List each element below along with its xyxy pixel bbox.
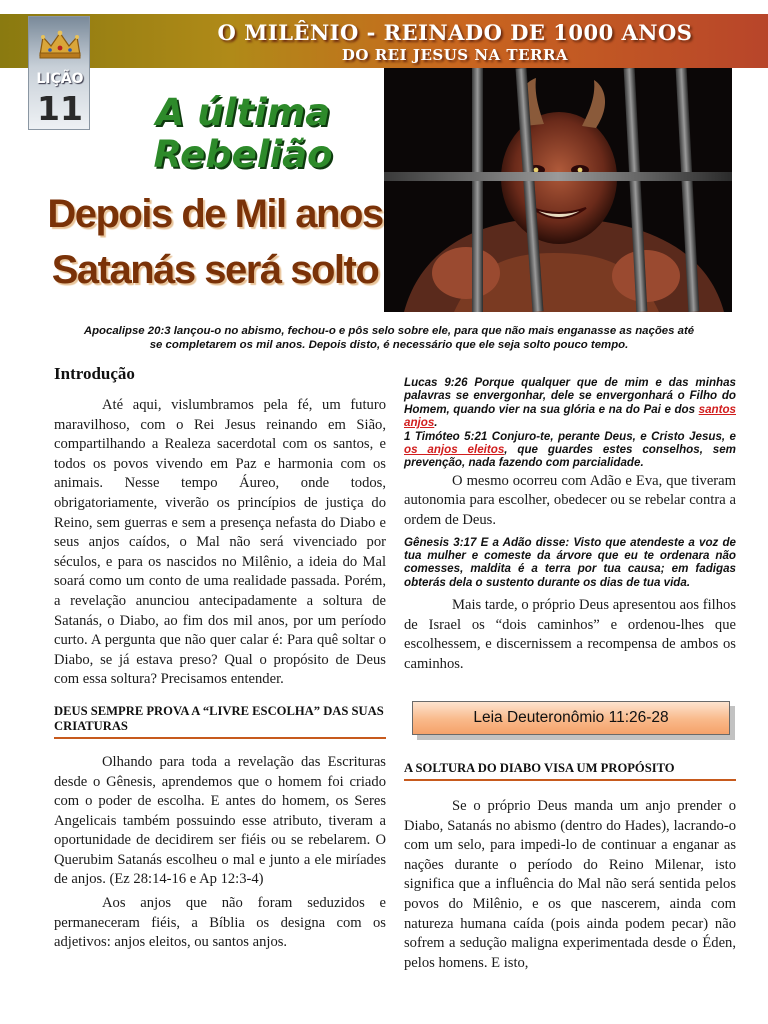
- satan-behind-bars-image: [384, 68, 732, 312]
- title-line4: Satanás será solto: [51, 248, 379, 292]
- soltura-paragraph: Se o próprio Deus manda um anjo prender o Diabo, Satanás no abismo (dentro do Hades), lacrando-o com um selo, para impedi-lo de continuar a enganar as nações durante o período do Reino Milenar, isto significa que a influência do Mal não será sentida pelos povos do Milênio, e os que nascerem, ainda com natureza humana caída (pois ainda podem pecar) não sofrem a sedução maligna experimentada desde o Éden, pelos homens. E isto,: [404, 798, 736, 971]
- verse-lucas-text: Lucas 9:26 Porque qualquer que de mim e das minhas palavras se envergonhar, dele se envergonhará o Filho do Homem, quando vier na sua glória e na do Pai e dos: [404, 376, 736, 416]
- lesson-label: LIÇÃO: [36, 71, 84, 87]
- dois-caminhos-paragraph: Mais tarde, o próprio Deus apresentou aos filhos de Israel os “dois caminhos” e ordenou-lhes que escolhessem, e discernissem a recompensa de ambos os caminhos.: [404, 597, 736, 673]
- verse-lucas-highlight: santos anjos: [404, 402, 736, 430]
- lesson-number: 11: [37, 89, 83, 128]
- right-column-lower: [404, 761, 736, 973]
- title-ultima-rebeliao: [108, 92, 378, 176]
- intro-paragraph: Até aqui, vislumbramos pela fé, um futuro maravilhoso, com o Rei Jesus reinando em Sião, compartilhando a Realeza sacerdotal com os santos, e todos os povos vivendo em Paz e harmonia com os animais. Nesse tempo Áureo, onde todos, obrigatoriamente, viverão os princípios de justiça do Reino, sem guerras e sem a presença nefasta do Diabo e seus anjos caídos, o Mal não será vivenciado por séculos, e para os nascidos no Milênio, a ideia do Mal soará como um conto de uma realidade passada. Porém, a revelação anunciou antecipadamente a soltura de Satanás, o Diabo, ao fim dos mil anos, por um período curto. A pergunta que não quer calar é: Para quê soltar o Diabo, se já estava preso? Qual o propósito de Deus com essa soltura? Precisamos entender.: [54, 397, 386, 688]
- left-column: [54, 364, 386, 953]
- banner-title-line2: DO REI JESUS NA TERRA: [341, 46, 569, 64]
- verse-lucas-end: .: [434, 416, 438, 430]
- livre-escolha-paragraph2: Aos anjos que não foram seduzidos e permaneceram fiéis, a Bíblia os designa com os adjetivos: anjos eleitos, ou santos anjos.: [54, 895, 386, 951]
- banner-title: [190, 20, 720, 64]
- crown-icon: [37, 29, 83, 59]
- verse-lucas-9-26: [404, 376, 736, 430]
- verse-timoteo-end: , que guardes estes conselhos, sem prevenção, nada fazendo com parcialidade.: [404, 443, 736, 470]
- verse-1-timoteo-5-21: [404, 430, 736, 470]
- header-banner: [0, 14, 768, 68]
- title-line2: Rebelião: [153, 133, 333, 176]
- adao-eva-paragraph: O mesmo ocorreu com Adão e Eva, que tiveram autonomia para escolher, obedecer ou se rebelar contra a ordem de Deus.: [404, 472, 736, 529]
- caption-line1: Apocalipse 20:3 lançou-o no abismo, fechou-o e pôs selo sobre ele, para que não mais enganasse as nações até: [83, 325, 695, 337]
- deuteronomio-callout: Leia Deuteronômio 11:26-28: [412, 701, 730, 735]
- banner-title-line1: O MILÊNIO - REINADO DE 1000 ANOS: [217, 20, 693, 45]
- verse-timoteo-highlight: os anjos eleitos: [404, 443, 505, 457]
- title-depois-de-mil-anos: [40, 186, 390, 298]
- verse-timoteo-text: 1 Timóteo 5:21 Conjuro-te, perante Deus, e Cristo Jesus, e: [404, 429, 736, 443]
- livre-escolha-paragraph1: Olhando para toda a revelação das Escrituras desde o Gênesis, aprendemos que o homem foi criado com o poder de escolha. E antes do homem, os Seres Angelicais também possuindo esse atributo, tiveram a oportunidade de decidirem ser fiéis ou se rebelarem. O Querubim Satanás escolheu o mal e junto a ele miríades de anjos. (Ez 28:14-16 e Ap 12:3-4): [54, 753, 386, 888]
- lesson-badge: [28, 16, 90, 130]
- section-heading-soltura: A SOLTURA DO DIABO VISA UM PROPÓSITO: [404, 761, 736, 781]
- title-line1: A última: [155, 91, 331, 134]
- caption-line2: se completarem os mil anos. Depois disto, é necessário que ele seja solto pouco tempo.: [149, 339, 629, 351]
- title-line3: Depois de Mil anos: [47, 192, 383, 236]
- verse-genesis-3-17: Gênesis 3:17 E a Adão disse: Visto que atendeste a voz de tua mulher e comeste da árvore que eu te ordenara não comesses, maldita é a terra por tua causa; em fadigas obterás dela o sustento durante os dias de tua vida.: [404, 535, 736, 589]
- right-column: [404, 376, 736, 675]
- intro-heading: Introdução: [54, 364, 135, 383]
- revelation-verse-caption: [34, 324, 744, 352]
- section-heading-livre-escolha: DEUS SEMPRE PROVA A “LIVRE ESCOLHA” DAS SUAS CRIATURAS: [54, 704, 386, 739]
